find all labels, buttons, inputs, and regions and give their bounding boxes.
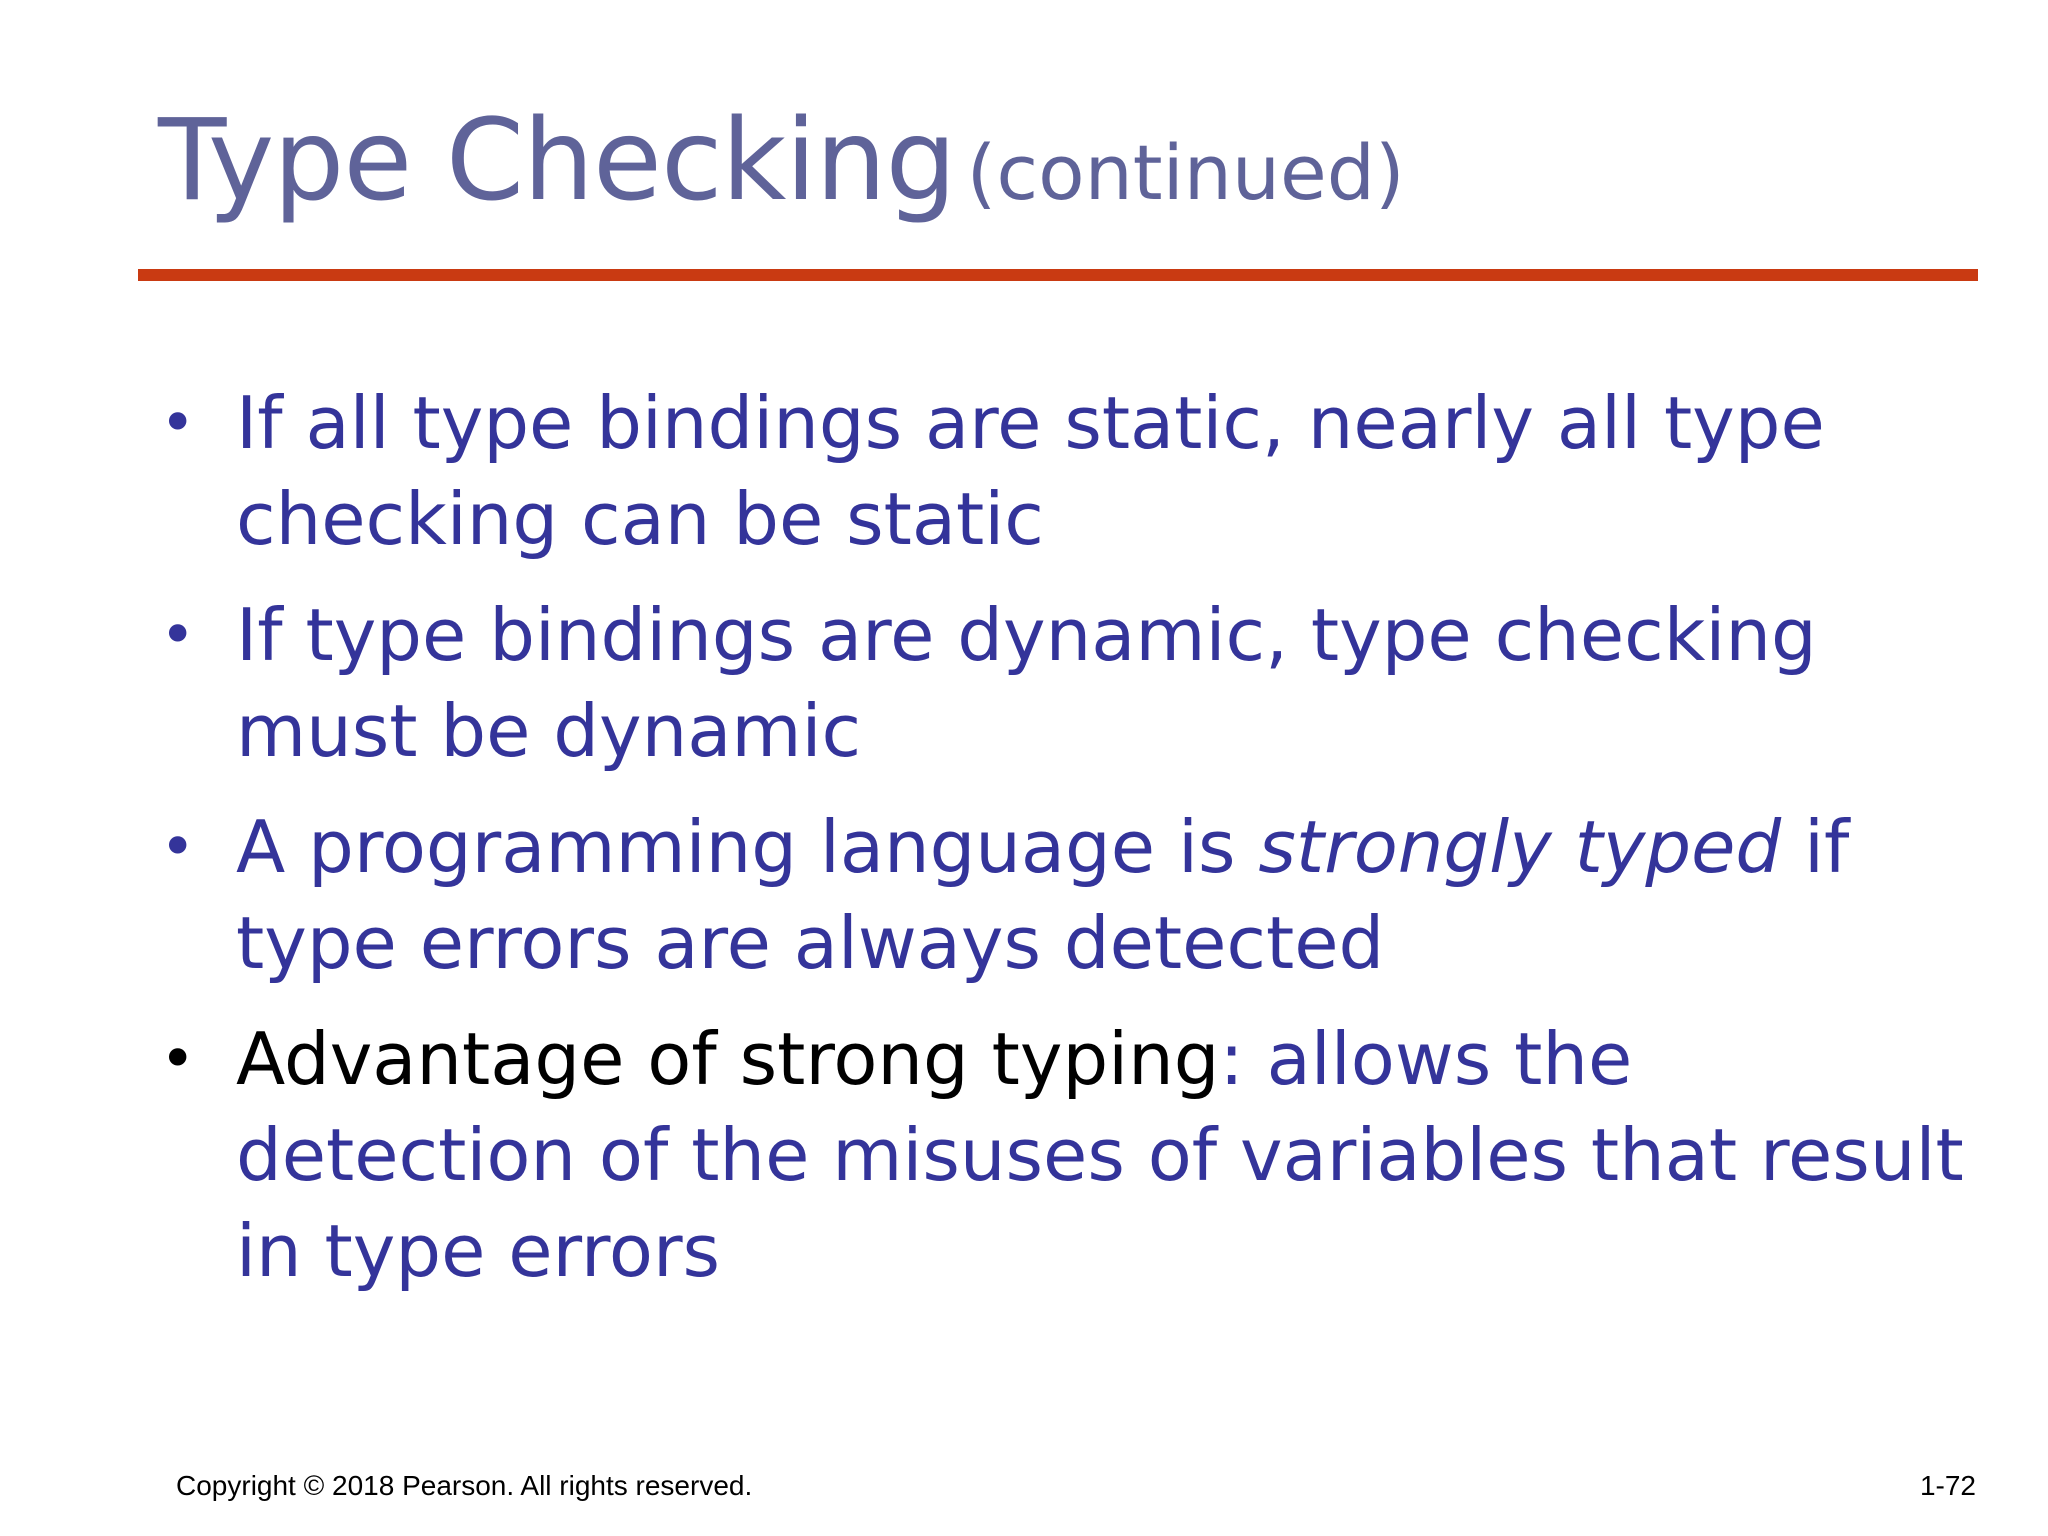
bullet-lead-text: Advantage of strong typing xyxy=(236,1017,1220,1101)
bullet-item xyxy=(160,375,1990,567)
copyright-notice: Copyright © 2018 Pearson. All rights reserved. xyxy=(176,1470,753,1501)
bullet-dot-icon: • xyxy=(160,388,196,458)
bullet-dot-icon: • xyxy=(160,600,196,670)
bullet-text: If all type bindings are static, nearly all type checking can be static xyxy=(236,381,1825,561)
page-number: 1-72 xyxy=(1919,1470,1976,1501)
bullet-item xyxy=(160,799,1990,991)
bullet-text-before: A programming language is xyxy=(236,805,1259,889)
title-subtitle: (continued) xyxy=(966,128,1405,217)
title-main: Type Checking xyxy=(158,96,956,226)
bullet-item xyxy=(160,1011,1990,1299)
bullet-list xyxy=(160,375,1990,1319)
bullet-dot-icon: • xyxy=(160,1024,196,1094)
emphasis-term: strongly typed xyxy=(1258,805,1782,889)
slide-title xyxy=(158,96,1405,226)
bullet-rest-text: : allows the detection of the misuses of variables that result in type errors xyxy=(236,1017,1964,1293)
bullet-item xyxy=(160,587,1990,779)
title-underline-rule xyxy=(138,269,1978,281)
bullet-text: If type bindings are dynamic, type checking must be dynamic xyxy=(236,593,1817,773)
bullet-text-after: if type errors are always detected xyxy=(236,805,1850,985)
bullet-dot-icon: • xyxy=(160,812,196,882)
